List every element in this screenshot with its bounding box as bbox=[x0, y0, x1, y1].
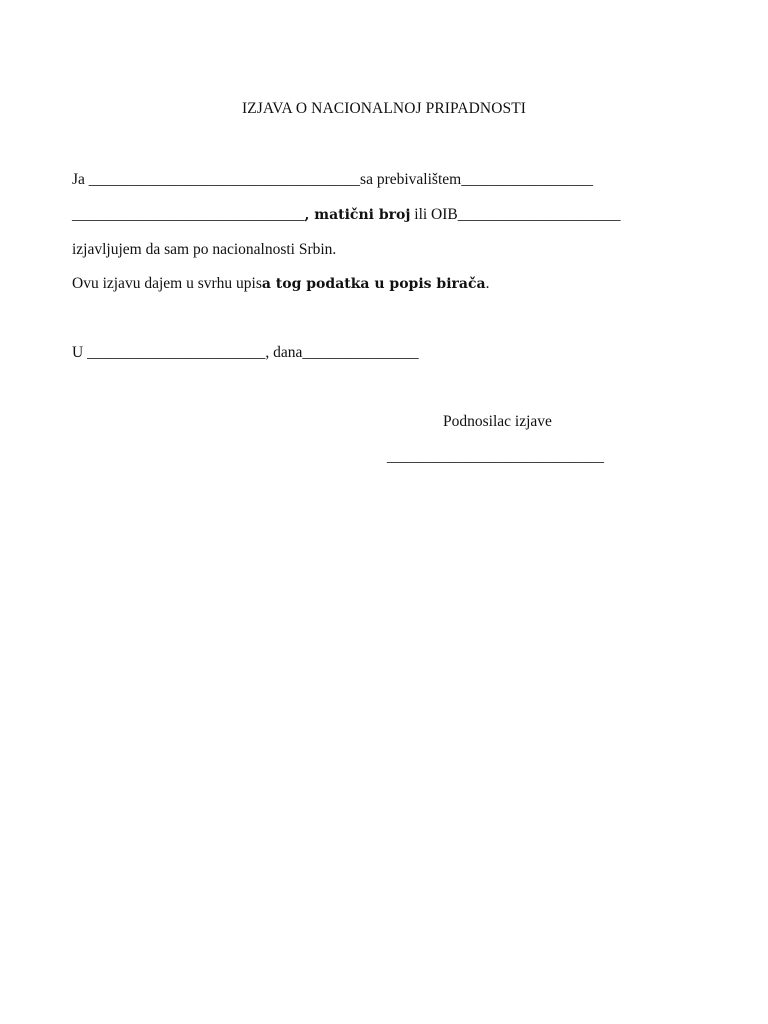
date-blank[interactable]: _______________ bbox=[302, 344, 419, 361]
name-blank[interactable]: ___________________________________ bbox=[88, 171, 361, 188]
residence-continued-blank[interactable]: ______________________________ bbox=[72, 206, 305, 223]
date-label: , dana bbox=[265, 344, 303, 361]
purpose-suffix: . bbox=[485, 275, 490, 292]
purpose-bold: a tog podatka u popis birača bbox=[261, 276, 486, 292]
place-prefix: U bbox=[72, 344, 88, 361]
residence-label: sa prebivalištem bbox=[360, 171, 462, 188]
oib-blank[interactable]: _____________________ bbox=[457, 206, 621, 223]
purpose-prefix: Ovu izjavu dajem u svrhu upis bbox=[72, 275, 262, 292]
purpose-statement bbox=[72, 275, 489, 293]
nationality-statement: izjavljujem da sam po nacionalnosti Srbin. bbox=[72, 241, 337, 258]
document-title: IZJAVA O NACIONALNOJ PRIPADNOSTI bbox=[241, 100, 527, 117]
name-prefix: Ja bbox=[72, 171, 89, 188]
comma: , bbox=[304, 207, 315, 223]
id-number-label: matični broj bbox=[314, 207, 411, 223]
signature-label: Podnosilac izjave bbox=[443, 413, 552, 430]
place-blank[interactable]: _______________________ bbox=[87, 344, 266, 361]
residence-blank[interactable]: _________________ bbox=[461, 171, 593, 188]
name-residence-line bbox=[72, 171, 593, 189]
place-date-line bbox=[72, 344, 419, 362]
signature-line[interactable]: ____________________________ bbox=[387, 448, 604, 465]
oib-label: ili OIB bbox=[410, 206, 458, 223]
id-number-line bbox=[72, 206, 621, 224]
